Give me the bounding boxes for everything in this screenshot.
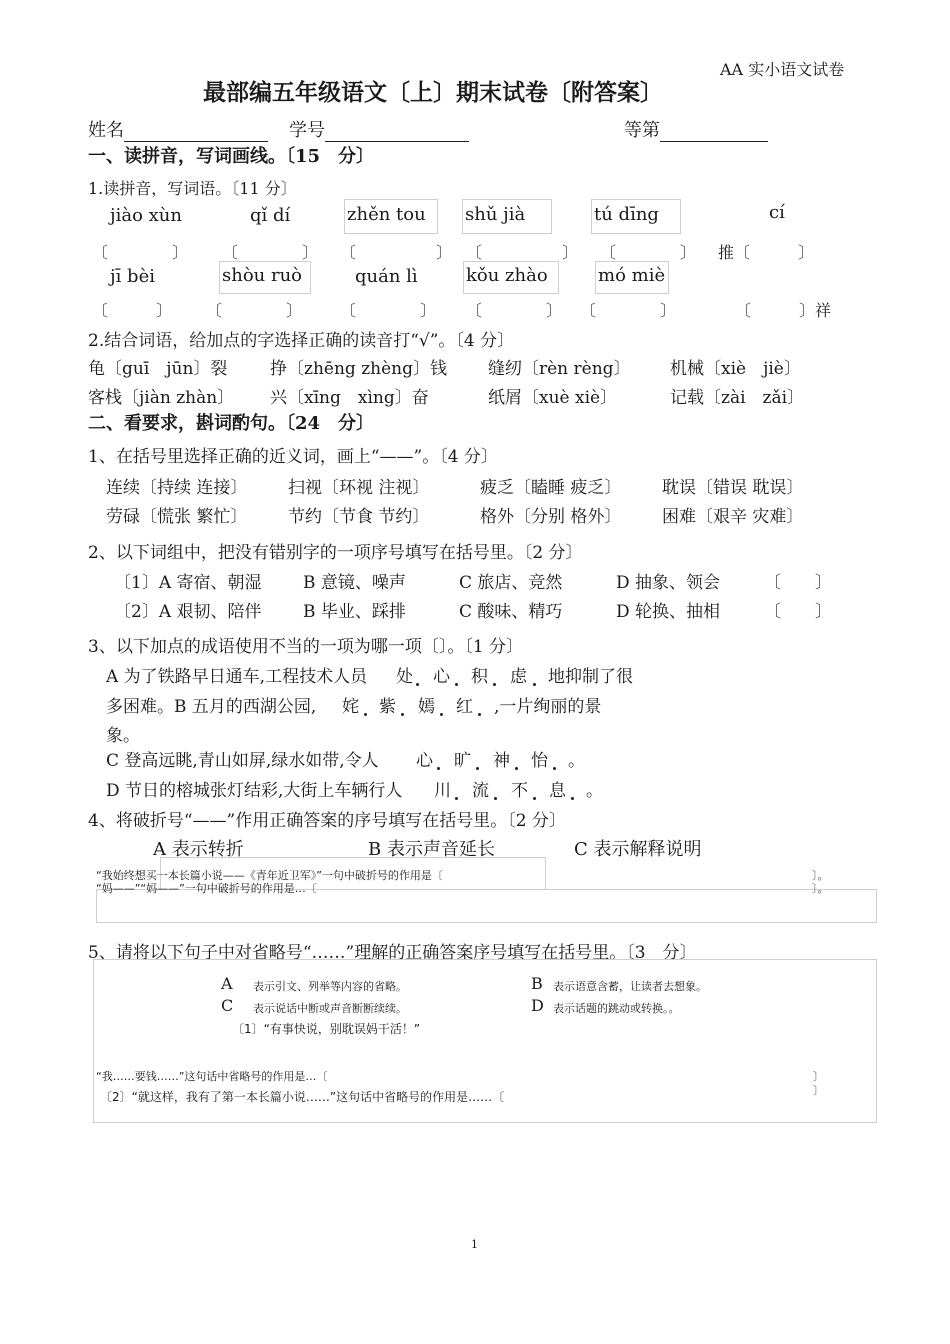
option-text: D 轮换、抽相 [616, 602, 721, 622]
answer-bracket[interactable]: 〔 〕 [92, 243, 189, 262]
grade-label: 等第 [624, 120, 660, 141]
q5-item2-bracket[interactable]: 〕 [813, 1084, 824, 1097]
reading-choice[interactable]: 缝纫〔rèn rèng〕 [488, 359, 631, 379]
answer-bracket[interactable]: 〔 〕 [466, 243, 579, 262]
option-d-text: D 节日的榕城张灯结彩,大街上车辆行人 [106, 781, 403, 801]
answer-bracket[interactable]: 〔 〕 [222, 243, 319, 262]
option-text: 〔2〕A 艰韧、陪伴 [114, 602, 262, 622]
page-title: 最部编五年级语文〔上〕期末试卷〔附答案〕 [203, 79, 663, 106]
option-text: D 抽象、领会 [616, 573, 721, 593]
answer-bracket[interactable]: 〔 〕 [600, 243, 697, 262]
emphasis-dot [533, 683, 536, 686]
option-text: C 旅店、竞然 [459, 573, 563, 593]
emphasis-dot [493, 683, 496, 686]
pinyin-item: jī bèi [110, 266, 155, 287]
emphasis-dot [571, 797, 574, 800]
emphasis-dot [416, 683, 419, 686]
reading-choice[interactable]: 机械〔xiè jiè〕 [670, 359, 801, 379]
header-note: AA 实小语文试卷 [720, 60, 845, 79]
answer-bracket[interactable]: 〔 〕 [206, 301, 303, 320]
option-text: B 毕业、踩排 [303, 602, 406, 622]
idiom-char: 红 [456, 697, 473, 717]
idiom-char: 紫 [379, 697, 396, 717]
q5-opt: 表示说话中断或声音断断续续。 [253, 1002, 407, 1015]
idiom-char: 流 [472, 781, 489, 801]
grade-blank[interactable] [660, 125, 768, 142]
q5-opt-letter: A [221, 974, 233, 993]
q1-prompt: 1.读拼音，写词语。〔11 分〕 [88, 179, 297, 198]
s2q5-prompt: 5、请将以下句子中对省略号“……”理解的正确答案序号填写在括号里。〔3 分〕 [88, 943, 697, 963]
option-text: C 酸味、精巧 [459, 602, 563, 622]
synonym-choice[interactable]: 格外〔分别 格外〕 [480, 507, 622, 527]
option-c-text: C 登高远眺,青山如屏,绿水如带,令人 [106, 751, 379, 771]
pinyin-item: zhěn tou [347, 204, 426, 225]
section1-heading: 一、读拼音，写词画线。〔15 分〕 [88, 146, 375, 167]
emphasis-dot [553, 767, 556, 770]
emphasis-dot [494, 797, 497, 800]
id-label: 学号 [289, 120, 325, 141]
idiom-char: 心 [433, 667, 450, 687]
reading-choice[interactable]: 挣〔zhēng zhèng〕钱 [270, 359, 447, 379]
s2q3-prompt: 3、以下加点的成语使用不当的一项为哪一项〔〕。〔1 分〕 [88, 637, 524, 657]
emphasis-dot [440, 713, 443, 716]
option-b-text: 多困难。B 五月的西湖公园, [106, 697, 317, 717]
q4-item1-bracket[interactable]: 〕。 [812, 869, 829, 882]
answer-bracket[interactable]: 〔 〕 [466, 301, 563, 320]
emphasis-dot [533, 797, 536, 800]
s2q2-prompt: 2、以下词组中，把没有错别字的一项序号填写在括号里。〔2 分〕 [88, 543, 583, 563]
name-field [88, 116, 268, 142]
pinyin-item: kǒu zhào [466, 265, 548, 286]
q4-item1: “我始终想买一本长篇小说——《青年近卫军》”一句中破折号的作用是〔 [96, 869, 443, 882]
q5-item2: 〔2〕“就这样，我有了第一本长篇小说……”这句话中省略号的作用是……〔 [100, 1090, 505, 1104]
emphasis-dot [476, 767, 479, 770]
synonym-choice[interactable]: 连续〔持续 连接〕 [106, 478, 248, 498]
idiom-char: 处 [396, 667, 413, 687]
emphasis-dot [437, 767, 440, 770]
s2q1-prompt: 1、在括号里选择正确的近义词，画上“——”。〔4 分〕 [88, 447, 498, 467]
s2q4-prompt: 4、将破折号“——”作用正确答案的序号填写在括号里。〔2 分〕 [88, 811, 566, 831]
pinyin-item: shòu ruò [222, 265, 303, 286]
answer-bracket[interactable]: 〔 〕 [92, 301, 173, 320]
dash-option: C 表示解释说明 [574, 839, 702, 860]
synonym-choice[interactable]: 扫视〔环视 注视〕 [288, 478, 430, 498]
idiom-char: 不 [511, 781, 528, 801]
option-text: B 意镜、噪声 [303, 573, 406, 593]
synonym-choice[interactable]: 劳碌〔慌张 繁忙〕 [106, 507, 248, 527]
option-c-text: 。 [568, 751, 585, 771]
q5-item1-bracket[interactable]: 〕 [813, 1070, 824, 1083]
option-d-text: 。 [586, 781, 603, 801]
reading-choice[interactable]: 兴〔xīng xìng〕奋 [270, 388, 429, 408]
idiom-char: 神 [493, 751, 510, 771]
emphasis-dot [478, 713, 481, 716]
idiom-char: 旷 [454, 751, 471, 771]
answer-bracket[interactable]: 〔 〕 [580, 301, 677, 320]
page-number: 1 [471, 1238, 478, 1251]
q4-item2: “妈——”“妈——”一句中破折号的作用是…〔 [96, 882, 317, 895]
idiom-char: 虑 [510, 667, 527, 687]
q5-item1b: “我……要钱……”这句话中省略号的作用是…〔 [96, 1070, 328, 1083]
pinyin-item: jiào xùn [110, 205, 182, 226]
idiom-char: 嫣 [418, 697, 435, 717]
dash-option: A 表示转折 [153, 839, 244, 860]
dash-option: B 表示声音延长 [368, 839, 495, 860]
answer-bracket[interactable]: 〔 〕 [764, 573, 832, 593]
idiom-char: 怡 [531, 751, 548, 771]
name-label: 姓名 [88, 120, 124, 141]
pinyin-item: mó miè [598, 265, 666, 286]
reading-choice[interactable]: 龟〔guī jūn〕裂 [88, 359, 228, 379]
section2-heading: 二、看要求，斟词酌句。〔24 分〕 [88, 413, 375, 434]
reading-choice[interactable]: 客栈〔jiàn zhàn〕 [88, 388, 235, 408]
answer-bracket[interactable]: 推〔 〕 [718, 243, 815, 262]
pinyin-item: qǐ dí [250, 205, 291, 226]
idiom-char: 川 [434, 781, 451, 801]
reading-choice[interactable]: 纸屑〔xuè xiè〕 [488, 388, 618, 408]
name-blank[interactable] [124, 125, 268, 142]
idiom-char: 心 [416, 751, 433, 771]
pinyin-item: cí [769, 202, 785, 223]
id-blank[interactable] [325, 125, 469, 142]
emphasis-dot [515, 767, 518, 770]
synonym-choice[interactable]: 困难〔艰辛 灾难〕 [662, 507, 804, 527]
emphasis-dot [401, 713, 404, 716]
q5-opt: 表示语意含蓄，让读者去想象。 [553, 980, 707, 993]
grade-field [624, 116, 768, 142]
emphasis-dot [455, 683, 458, 686]
answer-bracket[interactable]: 〔 〕 [340, 243, 453, 262]
option-b-text: 象。 [106, 726, 140, 746]
q4-item2-bracket[interactable]: 〕。 [812, 882, 829, 895]
idiom-char: 姹 [342, 697, 359, 717]
option-text: 〔1〕A 寄宿、朝湿 [114, 573, 262, 593]
id-field [289, 116, 469, 142]
option-b-text: ,一片绚丽的景 [494, 697, 602, 717]
q5-opt: 表示话题的跳动或转换。。 [553, 1002, 680, 1015]
q5-opt-letter: D [531, 996, 544, 1015]
answer-bracket[interactable]: 〔 〕祥 [735, 301, 832, 320]
idiom-char: 积 [471, 667, 488, 687]
emphasis-dot [455, 797, 458, 800]
q2-prompt: 2.结合词语，给加点的字选择正确的读音打“√”。〔4 分〕 [88, 331, 515, 351]
pinyin-item: shǔ jià [465, 204, 526, 225]
option-a-text: A 为了铁路早日通车,工程技术人员 [106, 667, 368, 687]
synonym-choice[interactable]: 疲乏〔瞌睡 疲乏〕 [480, 478, 622, 498]
synonym-choice[interactable]: 节约〔节食 节约〕 [288, 507, 430, 527]
q5-opt-letter: B [531, 974, 543, 993]
synonym-choice[interactable]: 耽误〔错误 耽误〕 [662, 478, 804, 498]
q5-item1: 〔1〕“有事快说，别耽误妈干活！” [232, 1022, 421, 1036]
answer-bracket[interactable]: 〔 〕 [764, 602, 832, 622]
answer-bracket[interactable]: 〔 〕 [340, 301, 437, 320]
q5-opt-letter: C [221, 996, 234, 1015]
q5-opt: 表示引文、列举等内容的省略。 [253, 980, 407, 993]
pinyin-item: quán lì [355, 266, 418, 287]
pinyin-item: tú dīng [594, 204, 659, 225]
idiom-char: 息 [549, 781, 566, 801]
reading-choice[interactable]: 记载〔zài zǎi〕 [670, 388, 805, 408]
option-a-text: 地抑制了很 [548, 667, 633, 687]
emphasis-dot [364, 713, 367, 716]
